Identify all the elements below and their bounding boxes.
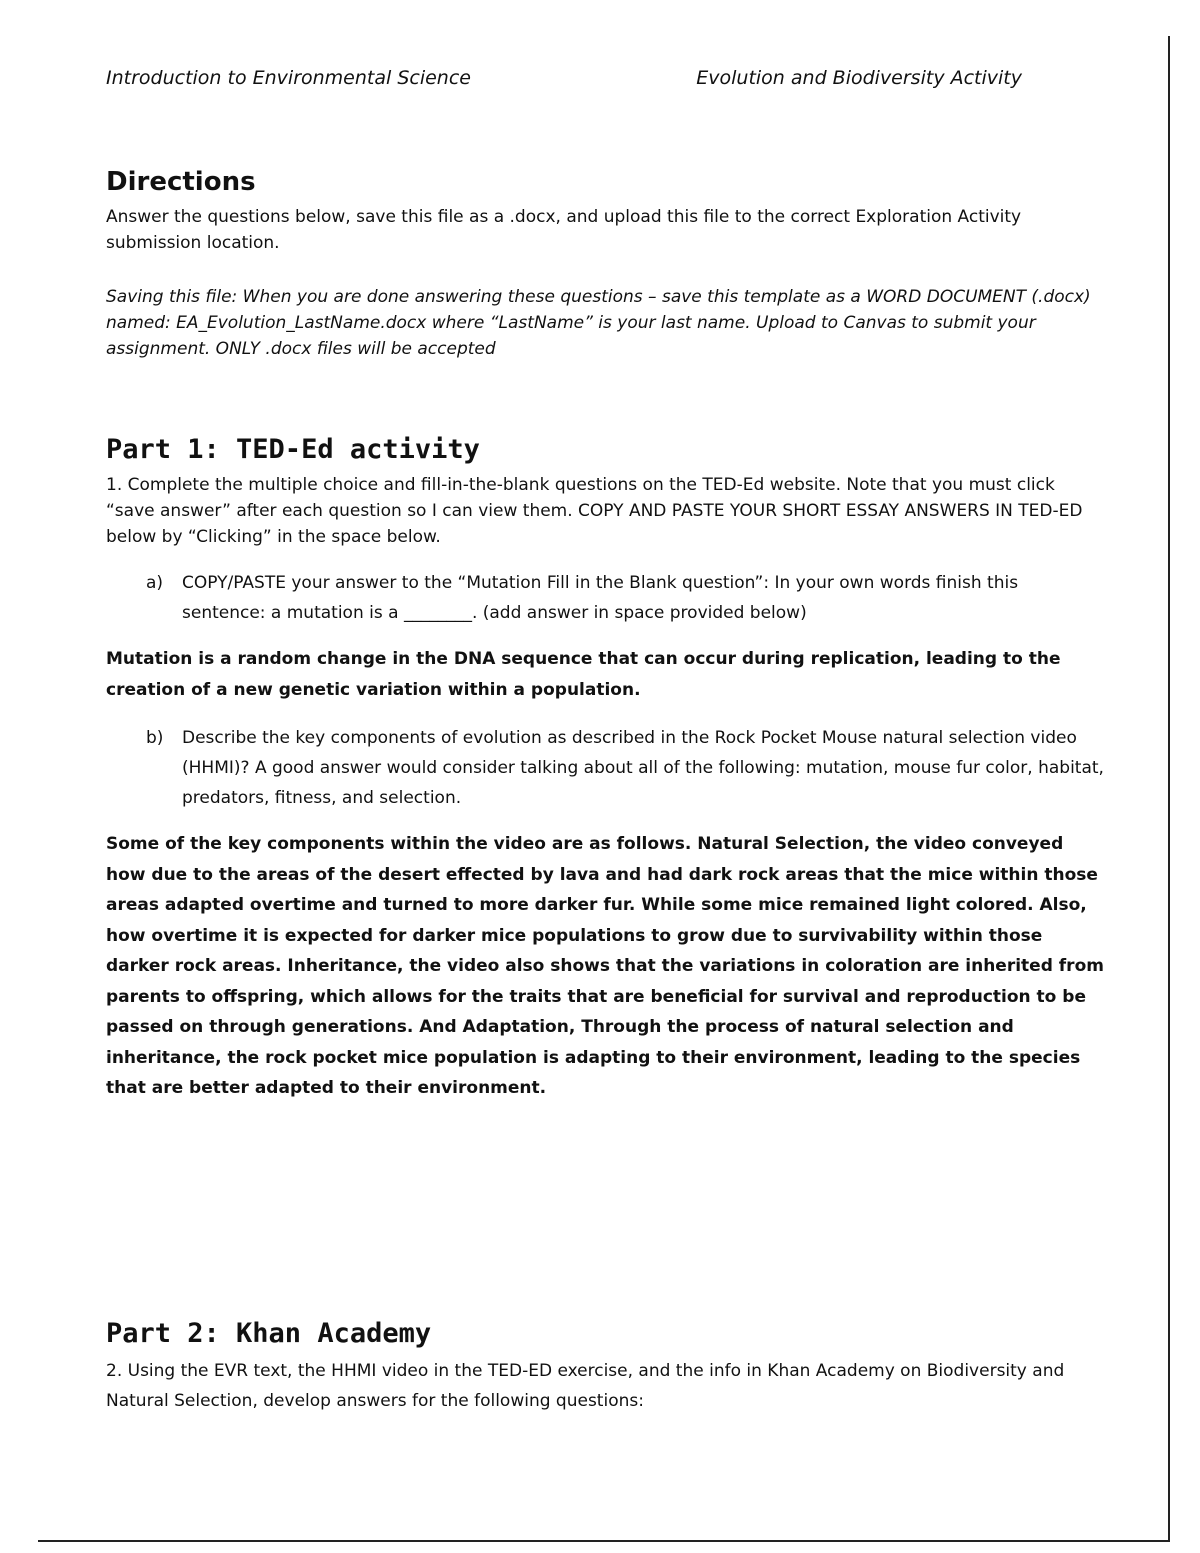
question-b-text[interactable]: Describe the key components of evolution as described in the Rock Pocket Mouse natural selection video (HHMI)? A good answer would consider talking about all of the following: mutation, mouse fur color, habitat, predators, fitness, and selection.: [182, 728, 1104, 808]
question-a: [106, 568, 1106, 628]
header-course-title: Introduction to Environmental Science: [106, 67, 471, 89]
directions-text[interactable]: Answer the questions below, save this file as a .docx, and upload this file to the correct Exploration Activity submission location.: [106, 207, 1022, 253]
answer-a[interactable]: Mutation is a random change in the DNA sequence that can occur during replication, leading to the creation of a new genetic variation within a population.: [106, 649, 1061, 700]
document-body: [106, 62, 1106, 1416]
part1-intro[interactable]: 1. Complete the multiple choice and fill-in-the-blank questions on the TED-Ed website. Note that you must click “save answer” after each question so I can view them. COPY AND PASTE YOUR SHORT ESSAY ANSWERS IN TED-ED below by “Clicking” in the space below.: [106, 475, 1083, 547]
page-header: [106, 62, 1022, 94]
page-border-right: [1168, 36, 1170, 1542]
question-a-marker: a): [146, 573, 164, 593]
answer-b[interactable]: Some of the key components within the video are as follows. Natural Selection, the video conveyed how due to the areas of the desert effected by lava and had dark rock areas that the mice within those areas adapted overtime and turned to more darker fur. While some mice remained light colored. Also, how overtime it is expected for darker mice populations to grow due to survivability within those darker rock areas. Inheritance, the video also shows that the variations in coloration are inherited from parents to offspring, which allows for the traits that are beneficial for survival and reproduction to be passed on through generations. And Adaptation, Through the process of natural selection and inheritance, the rock pocket mice population is adapting to their environment, leading to the species that are better adapted to their environment.: [106, 834, 1104, 1098]
page-border-bottom: [38, 1540, 1170, 1542]
header-activity-title: Evolution and Biodiversity Activity: [696, 67, 1022, 89]
question-b: [106, 723, 1106, 813]
directions-heading: Directions: [106, 167, 256, 197]
part1-heading: Part 1: TED-Ed activity: [106, 434, 480, 465]
question-b-marker: b): [146, 728, 164, 748]
part2-heading: Part 2: Khan Academy: [106, 1317, 432, 1349]
part2-intro[interactable]: 2. Using the EVR text, the HHMI video in the TED-ED exercise, and the info in Khan Academy on Biodiversity and Natural Selection, develop answers for the following questions:: [106, 1360, 1065, 1411]
question-a-text[interactable]: COPY/PASTE your answer to the “Mutation Fill in the Blank question”: In your own words finish this sentence: a mutation is a ________. (add answer in space provided below): [182, 573, 1019, 623]
saving-note[interactable]: Saving this file: When you are done answering these questions – save this template as a WORD DOCUMENT (.docx) named: EA_Evolution_LastName.docx where “LastName” is your last name. Upload to Canvas to submit your assignment. ONLY .docx files will be accepted: [106, 287, 1091, 359]
